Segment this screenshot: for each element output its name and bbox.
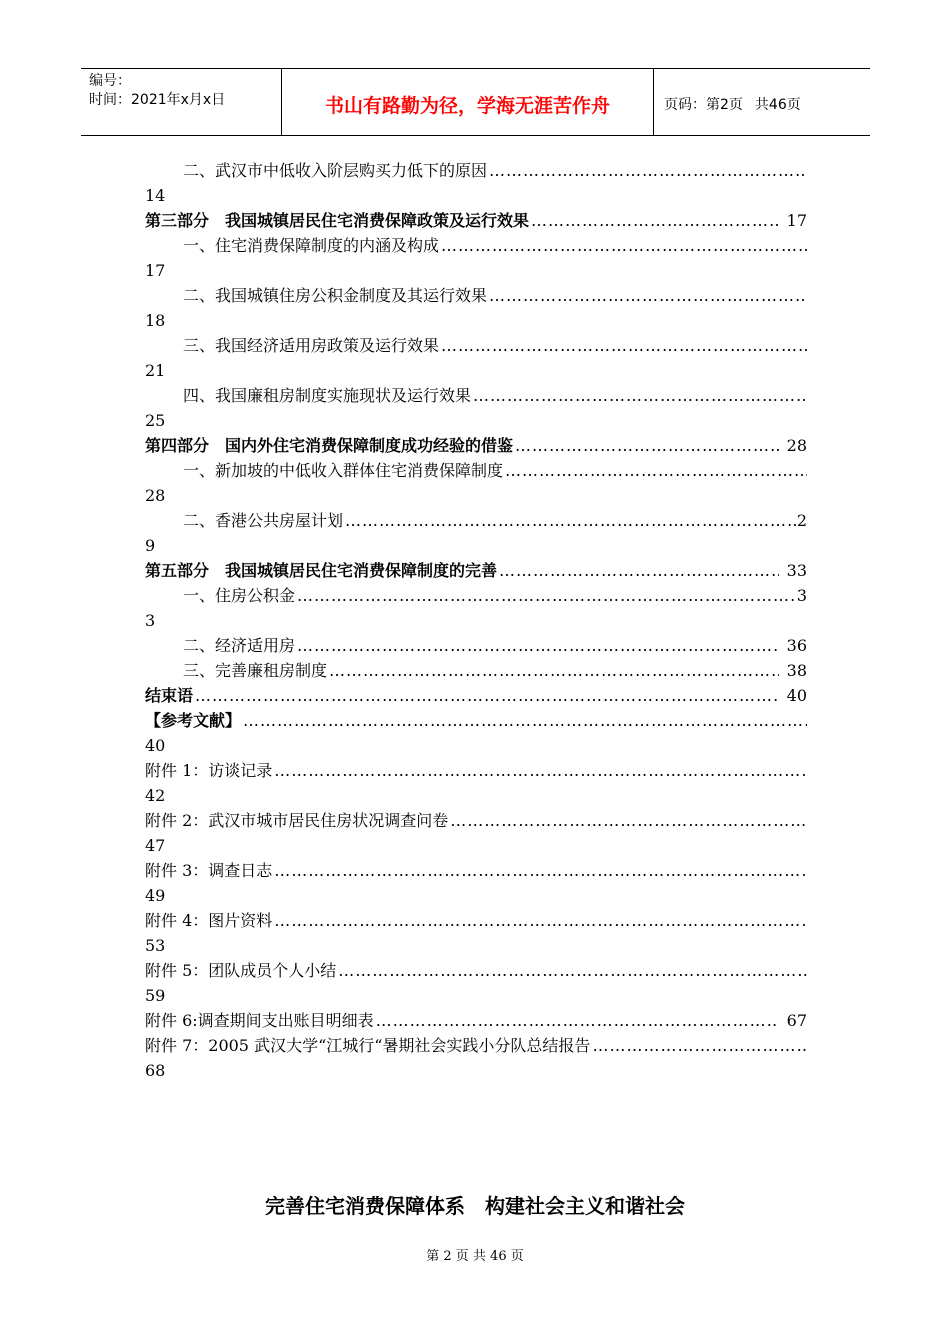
toc-leader-dots bbox=[592, 1033, 807, 1058]
toc-entry-page: 17 bbox=[145, 261, 166, 280]
toc-entry-title: 二、香港公共房屋计划 bbox=[183, 511, 344, 530]
toc-entry-page: 3 bbox=[796, 586, 807, 605]
toc-entry-title: 第三部分 我国城镇居民住宅消费保障政策及运行效果 bbox=[145, 211, 530, 230]
toc-entry-page: 2 bbox=[796, 511, 807, 530]
toc-entry-title: 附件 7：2005 武汉大学“江城行“暑期社会实践小分队总结报告 bbox=[145, 1036, 591, 1055]
toc-entry-page: 25 bbox=[145, 411, 166, 430]
toc-entry[interactable] bbox=[145, 433, 807, 458]
toc-entry[interactable] bbox=[145, 1008, 807, 1033]
toc-leader-dots bbox=[489, 283, 807, 308]
toc-leader-dots bbox=[338, 958, 807, 983]
toc-entry-title: 附件 6:调查期间支出账目明细表 bbox=[145, 1011, 374, 1030]
toc-entry-title: 附件 3：调查日志 bbox=[145, 861, 273, 880]
toc-entry-page: 38 bbox=[786, 661, 807, 680]
toc-leader-dots bbox=[473, 383, 807, 408]
header-page-label: 页码：第2页 bbox=[664, 97, 743, 113]
toc-leader-dots bbox=[489, 158, 807, 183]
header-page-info bbox=[654, 69, 870, 135]
toc-entry-page: 68 bbox=[145, 1061, 166, 1080]
toc-entry-page: 47 bbox=[145, 836, 166, 855]
toc-leader-dots bbox=[515, 433, 779, 458]
toc-entry[interactable] bbox=[145, 208, 807, 233]
toc-entry-page: 42 bbox=[145, 786, 166, 805]
toc-entry[interactable] bbox=[145, 633, 807, 658]
toc-entry-page: 40 bbox=[145, 736, 166, 755]
toc-leader-dots bbox=[274, 908, 807, 933]
toc-entry-page: 17 bbox=[786, 211, 807, 230]
toc-entry-title: 三、我国经济适用房政策及运行效果 bbox=[183, 336, 440, 355]
toc-leader-dots bbox=[450, 808, 807, 833]
toc-entry[interactable] bbox=[145, 458, 807, 483]
toc-entry-page: 18 bbox=[145, 311, 166, 330]
toc-entry-page: 21 bbox=[145, 361, 166, 380]
toc-entry-title: 四、我国廉租房制度实施现状及运行效果 bbox=[183, 386, 472, 405]
toc-leader-dots bbox=[329, 658, 779, 683]
header-date-label: 时间：2021年x月x日 bbox=[89, 92, 226, 108]
toc-entry-title: 一、住宅消费保障制度的内涵及构成 bbox=[183, 236, 440, 255]
toc-entry[interactable] bbox=[145, 858, 807, 883]
toc-entry-title: 二、经济适用房 bbox=[183, 636, 296, 655]
toc-entry-title: 二、我国城镇住房公积金制度及其运行效果 bbox=[183, 286, 488, 305]
toc-entry[interactable] bbox=[145, 333, 807, 358]
toc-leader-dots bbox=[297, 633, 779, 658]
toc-leader-dots bbox=[499, 558, 779, 583]
toc-entry-page: 59 bbox=[145, 986, 166, 1005]
toc-leader-dots bbox=[274, 858, 807, 883]
toc-leader-dots bbox=[297, 583, 797, 608]
toc-entry-page-continued: 9 bbox=[145, 536, 156, 555]
toc-entry[interactable] bbox=[145, 583, 807, 608]
header-id-label: 编号： bbox=[89, 73, 131, 89]
toc-entry-title: 一、住房公积金 bbox=[183, 586, 296, 605]
toc-entry[interactable] bbox=[145, 233, 807, 258]
toc-entry-page: 28 bbox=[786, 436, 807, 455]
toc-entry-title: 二、武汉市中低收入阶层购买力低下的原因 bbox=[183, 161, 488, 180]
toc-entry-title: 第四部分 国内外住宅消费保障制度成功经验的借鉴 bbox=[145, 436, 514, 455]
toc-entry[interactable] bbox=[145, 808, 807, 833]
toc-entry-page: 53 bbox=[145, 936, 166, 955]
toc-entry-title: 三、完善廉租房制度 bbox=[183, 661, 328, 680]
toc-leader-dots bbox=[243, 708, 807, 733]
toc-entry-title: 附件 5：团队成员个人小结 bbox=[145, 961, 337, 980]
document-title: 完善住宅消费保障体系 构建社会主义和谐社会 bbox=[265, 1194, 685, 1218]
page-header bbox=[81, 68, 870, 136]
toc-entry[interactable] bbox=[145, 758, 807, 783]
toc-entry-page: 36 bbox=[786, 636, 807, 655]
toc-entry[interactable] bbox=[145, 958, 807, 983]
toc-leader-dots bbox=[531, 208, 779, 233]
toc-entry-page-continued: 3 bbox=[145, 611, 156, 630]
header-meta bbox=[81, 69, 282, 135]
header-total-label: 共46页 bbox=[754, 97, 801, 113]
toc-entry[interactable] bbox=[145, 908, 807, 933]
toc-entry-title: 附件 2：武汉市城市居民住房状况调查问卷 bbox=[145, 811, 449, 830]
toc-leader-dots bbox=[376, 1008, 779, 1033]
toc-leader-dots bbox=[505, 458, 807, 483]
toc-entry-page: 40 bbox=[786, 686, 807, 705]
toc-entry[interactable] bbox=[145, 658, 807, 683]
toc-entry-page: 33 bbox=[786, 561, 807, 580]
toc-entry-title: 附件 1：访谈记录 bbox=[145, 761, 273, 780]
toc-entry[interactable] bbox=[145, 708, 807, 733]
toc-entry-title: 一、新加坡的中低收入群体住宅消费保障制度 bbox=[183, 461, 504, 480]
toc-entry-page: 49 bbox=[145, 886, 166, 905]
table-of-contents bbox=[145, 158, 807, 1083]
toc-entry-page: 67 bbox=[786, 1011, 807, 1030]
toc-entry[interactable] bbox=[145, 283, 807, 308]
toc-entry[interactable] bbox=[145, 558, 807, 583]
header-motto: 书山有路勤为径，学海无涯苦作舟 bbox=[282, 69, 654, 135]
toc-entry-title: 附件 4：图片资料 bbox=[145, 911, 273, 930]
toc-leader-dots bbox=[441, 333, 807, 358]
toc-entry[interactable] bbox=[145, 383, 807, 408]
toc-leader-dots bbox=[274, 758, 807, 783]
toc-entry-title: 【参考文献】 bbox=[145, 711, 242, 730]
toc-entry[interactable] bbox=[145, 508, 807, 533]
toc-entry[interactable] bbox=[145, 158, 807, 183]
toc-leader-dots bbox=[345, 508, 797, 533]
toc-leader-dots bbox=[441, 233, 807, 258]
toc-entry-page: 28 bbox=[145, 486, 166, 505]
toc-entry-title: 结束语 bbox=[145, 686, 194, 705]
toc-entry-page: 14 bbox=[145, 186, 166, 205]
toc-entry-title: 第五部分 我国城镇居民住宅消费保障制度的完善 bbox=[145, 561, 498, 580]
toc-entry[interactable] bbox=[145, 1033, 807, 1058]
toc-entry[interactable] bbox=[145, 683, 807, 708]
page-footer: 第 2 页 共 46 页 bbox=[426, 1249, 524, 1264]
toc-leader-dots bbox=[195, 683, 779, 708]
